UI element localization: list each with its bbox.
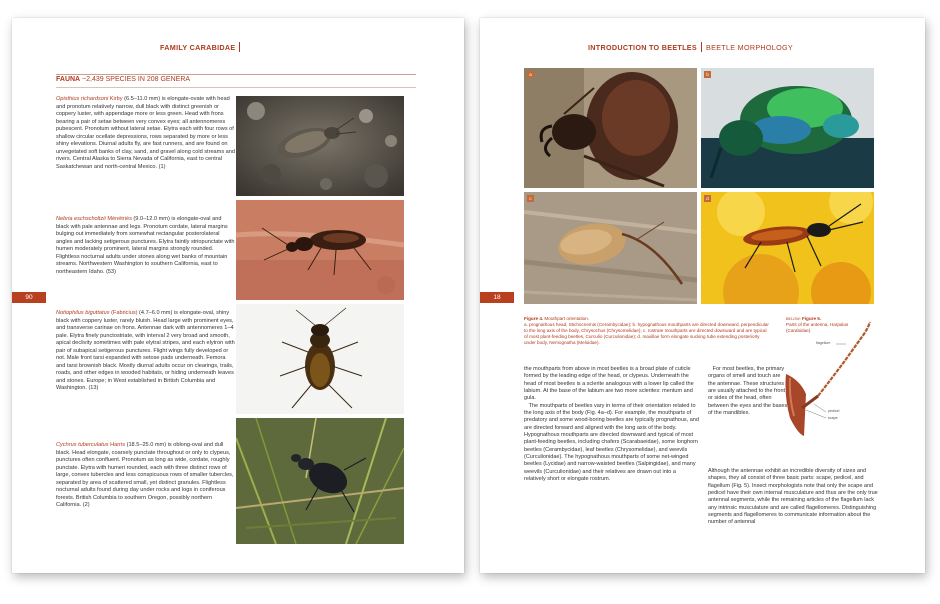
panel-letter-c: c — [527, 195, 534, 202]
antenna-label-scape: scape — [828, 416, 838, 420]
page-number: 90 — [25, 294, 33, 301]
panel-letter-a: a — [527, 71, 534, 78]
figure-panel-b — [701, 68, 874, 188]
species-description: (18.5–25.0 mm) is oblong-oval and dull black. Head elongate, coarsely punctate throughout or only to clypeus, punctures often confluent. Pronotum as long as wide, cordate, roughly punctate. Elytra with humeri rounded, each with three distinct rows of large, convex tubercles and less conspicuous rows of smaller tubercles, separated by area of scattered small, yet distinct granules. Flightless nocturnal adults found during day under rocks and logs in coniferous forests. British Columbia to southern Oregon, possibly northern California. (2) — [56, 442, 234, 509]
species-author: (Fabricius) — [111, 310, 138, 316]
fauna-heading — [56, 76, 190, 83]
species-entry — [56, 216, 236, 276]
body-text-left-column: the mouthparts from above in most beetles is a broad plate of cuticle formed by the leading edge of the head, or clypeus. Underneath the head of most beetles is a sclerite analogous with a lower lip called the labium. At the base of the labium are two more sclerites: mentum and gula. The mouthparts of beetles vary in terms of their orientation related to the long axis of the body (Fig. 4a–d). For example, the mouthparts of predatory and some wood-boring beetles are typically prognathous, and are directed forward and aligned with the long axis of the body. Hypognathous mouthparts are directed downward and typical of most plant-feeding beetles, including chafers (Scarabaeidae), some longhorn beetles (Cerambycidae), leaf beetles (Chrysomelidae), and weevils (Curculionidae). The hypognathous mouthparts of some net-winged beetles (Lycidae) and narrow-waisted beetles (Salpingidae), and many weevils (Curculionidae) and their relatives are drawn out into a relatively short or elongate rostrum. — [524, 366, 699, 483]
photo-notiophilus — [236, 304, 404, 414]
species-name: Nebria eschscholtzii — [56, 216, 106, 222]
species-author: Ménétriés — [107, 216, 132, 222]
species-entry — [56, 310, 236, 393]
species-description: (9.0–12.0 mm) is elongate-oval and black with pale antennae and legs. Pronotum cordate, lateral margins bulging out immediately from somewhat rectangular posterolateral angles and lacking setigerous punctures. Elytra faintly striopunctate with humen moderately prominent, lateral margins strongly rounded. Flightless nocturnal adults under stones along wet banks of mountain streams. Northwestern Washington to southern California, east to northeastern Idaho. (53) — [56, 216, 235, 275]
species-author: Harris — [110, 442, 126, 448]
panel-letter-d: d — [704, 195, 711, 202]
left-page — [12, 18, 464, 573]
figure-5-text: Parts of the antenna, Harpalus (Carabidae). — [786, 322, 849, 333]
running-head-divider — [239, 42, 240, 52]
figure-panel-d — [701, 192, 874, 304]
fauna-detail: ~2,439 SPECIES IN 208 GENERA — [82, 76, 191, 83]
running-head-title: INTRODUCTION TO BEETLES — [588, 43, 697, 52]
fauna-rule-bottom — [56, 87, 416, 88]
right-page — [480, 18, 925, 573]
body-text-right-narrow: For most beetles, the primary organs of smell and touch are the antennae. These structures are usually attached to the front or sides of the head, often between the eyes and the bases of the mandibles. — [708, 366, 789, 417]
photo-opisthius — [236, 96, 404, 196]
photo-cychrus — [236, 418, 404, 544]
running-head-subtitle: BEETLE MORPHOLOGY — [706, 43, 793, 52]
fauna-label: FAUNA — [56, 76, 81, 83]
figure-4-caption-title: Figure 4. — [524, 316, 544, 321]
antenna-illustration — [780, 316, 880, 446]
fauna-rule-top — [56, 74, 416, 75]
species-description: (6.5–11.0 mm) is elongate-ovate with head and pronotum relatively narrow, dull black with distinct greenish or coppery luster, with appendage more or less green. Head with frons bearing a pair of setae between very convex eyes; all antennomeres pubescent. Pronotum without lateral setae. Elytra each with four rows of shallow circular ocellate depressions, rows separated by more or less shiny elevations. Diurnal adults fly, are fast runners, and are found on unvegetated soft banks of clay, sand, and gravel along cold streams and rivers. Central Alaska to Sierra Nevada of California, east to central Saskatchewan and north-central Mexico. (1) — [56, 96, 236, 170]
species-entry — [56, 442, 236, 510]
page-number: 18 — [493, 294, 501, 301]
species-name: Opisthius richardsoni — [56, 96, 109, 102]
antenna-label-flagellum: flagellum — [816, 341, 831, 345]
species-author: Kirby — [109, 96, 123, 102]
figure-panel-a — [524, 68, 697, 188]
species-entry — [56, 96, 236, 171]
species-description: (4.7–6.0 mm) is elongate-oval, shiny black with coppery luster, rarely bluish. Head large with prominent eyes, and transverse carinae on frons. Antennae dark with antennomeres 1–4 pale. Elytra finely punctostriate, with interval 2 very broad and smooth, apical declivity sometimes with pale elytral stripes, and each elytron with pair of subapical setigerous punctures. Flight wings fully developed or not. Male front tarsi expanded with setose pads underneath. Femora and tarsi brownish black. Mostly diurnal adults occur on clearings, trails, roads, and other edges in wooded habitats, or hiding underneath leaves and stones. Europe; in West established in British Columbia and Washington. (13) — [56, 310, 235, 392]
antenna-label-pedicel: pedicel — [828, 409, 840, 413]
figure-4-caption — [524, 316, 770, 346]
running-head-right — [588, 42, 793, 52]
figure-4-caption-text: a. prognathous head, Stichocnemis (Cerambycidae); b. hypognathous mouthparts are directed downward, perpendicular to the long axis of the body, Chrysochus (Chrysomelidae); c. rostrate mouthparts are directed downward and are typical of most plant-feeding beetles, Curculio (Curculionidae); d. maxillae form elongate sucking tube extending posteriorly under body, Nemognatha (Meloidae). — [524, 322, 769, 345]
figure-5-label: BELOW: — [786, 317, 801, 321]
figure-4-caption-lead: Mouthpart orientation. — [543, 316, 590, 321]
photo-nebria — [236, 200, 404, 300]
page-number-tab — [12, 292, 46, 303]
species-name: Cychrus tuberculatus — [56, 442, 109, 448]
page-number-tab — [480, 292, 514, 303]
running-head-title: FAMILY CARABIDAE — [160, 43, 236, 52]
body-text-right-wide: Although the antennae exhibit an incredible diversity of sizes and shapes, they all consist of three basic parts: scape, pedicel, and flagellum (Fig. 5). Insect morphologists note that only the scape and pedicel have their own internal musculature and thus are the only true antennal segments, while the remaining articles of the flagellum lack any intrinsic musculature and are called flagellomeres. Distinguishing segments and flagellomeres to communicate information about the number of antennal — [708, 468, 878, 526]
panel-letter-b: b — [704, 71, 711, 78]
running-head-left — [160, 42, 244, 52]
running-head-divider — [701, 42, 702, 52]
species-name: Notiophilus biguttatus — [56, 310, 110, 316]
figure-5-title: Figure 5. — [800, 316, 822, 321]
figure-panel-c — [524, 192, 697, 304]
